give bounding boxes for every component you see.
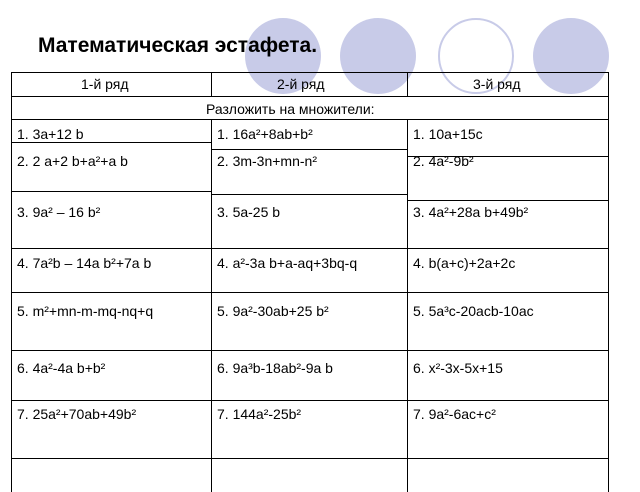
- task-row1-6: 6. 4a²-4a b+b²: [17, 360, 106, 376]
- table-rule: [11, 96, 609, 97]
- column-header-row-1: 1-й ряд: [81, 76, 129, 92]
- table-col-divider: [211, 119, 212, 492]
- task-row1-4: 4. 7a²b – 14a b²+7a b: [17, 255, 152, 271]
- task-row1-2: 2. 2 a+2 b+a²+a b: [17, 153, 128, 169]
- table-border-right: [608, 72, 609, 492]
- instruction-text: Разложить на множители:: [206, 101, 375, 117]
- table-rule: [11, 248, 609, 249]
- task-row2-3: 3. 5a-25 b: [217, 204, 281, 220]
- task-row1-7: 7. 25a²+70ab+49b²: [17, 406, 137, 422]
- task-row2-2: 2. 3m-3n+mn-n²: [217, 153, 317, 169]
- task-row3-3: 3. 4a²+28a b+49b²: [413, 204, 529, 220]
- task-row2-5: 5. 9a²-30ab+25 b²: [217, 303, 329, 319]
- task-table: [11, 72, 609, 492]
- task-row2-4: 4. a²-3a b+a-aq+3bq-q: [217, 255, 358, 271]
- task-row1-5: 5. m²+mn-m-mq-nq+q: [17, 303, 154, 319]
- table-rule: [11, 350, 609, 351]
- task-row1-1: 1. 3a+12 b: [17, 126, 84, 142]
- task-row2-1: 1. 16a²+8ab+b²: [217, 126, 313, 142]
- table-rule: [11, 191, 211, 192]
- table-rule: [211, 194, 407, 195]
- task-row3-4: 4. b(a+c)+2a+2c: [413, 255, 516, 271]
- table-rule: [11, 292, 609, 293]
- page-title: Математическая эстафета.: [38, 34, 318, 57]
- table-col-divider: [211, 72, 212, 96]
- table-rule: [11, 119, 609, 120]
- table-rule: [211, 149, 407, 150]
- task-row1-3: 3. 9a² – 16 b²: [17, 204, 101, 220]
- task-row2-7: 7. 144a²-25b²: [217, 406, 302, 422]
- task-row3-2: 2. 4a²-9b²: [413, 153, 474, 169]
- table-rule: [11, 400, 609, 401]
- table-border-left: [11, 72, 12, 492]
- column-header-row-2: 2-й ряд: [277, 76, 325, 92]
- task-row3-7: 7. 9a²-6ac+c²: [413, 406, 496, 422]
- table-rule: [407, 200, 609, 201]
- task-row2-6: 6. 9a³b-18ab²-9a b: [217, 360, 333, 376]
- task-row3-5: 5. 5a³c-20acb-10ac: [413, 303, 534, 319]
- table-col-divider: [407, 72, 408, 96]
- task-row3-1: 1. 10a+15c: [413, 126, 483, 142]
- table-border-top: [11, 72, 609, 73]
- table-rule: [11, 458, 609, 459]
- column-header-row-3: 3-й ряд: [473, 76, 521, 92]
- table-rule: [11, 142, 211, 143]
- table-col-divider: [407, 119, 408, 492]
- task-row3-6: 6. x²-3x-5x+15: [413, 360, 503, 376]
